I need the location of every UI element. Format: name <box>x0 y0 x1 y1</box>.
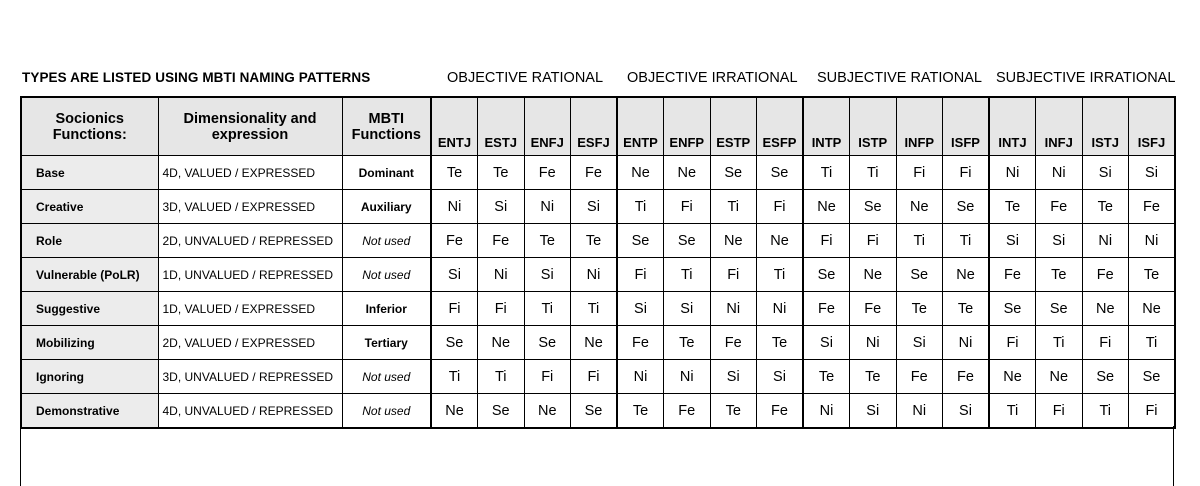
socionics-function-name: Base <box>21 156 158 190</box>
function-cell: Te <box>896 292 943 326</box>
group-label-objective-rational: OBJECTIVE RATIONAL <box>447 70 604 86</box>
header-socionics: Socionics Functions: <box>21 97 158 156</box>
function-cell: Te <box>478 156 525 190</box>
function-cell: Se <box>850 190 897 224</box>
function-cell: Fi <box>1082 326 1129 360</box>
dimensionality-cell: 1D, VALUED / EXPRESSED <box>158 292 342 326</box>
function-cell: Te <box>710 394 757 429</box>
function-cell: Fi <box>1036 394 1083 429</box>
function-cell: Ni <box>664 360 711 394</box>
function-cell: Fi <box>617 258 664 292</box>
function-cell: Ni <box>524 190 571 224</box>
function-cell: Si <box>803 326 850 360</box>
function-cell: Fe <box>1082 258 1129 292</box>
function-cell: Ne <box>943 258 990 292</box>
header-type: ESFP <box>757 97 804 156</box>
function-cell: Ni <box>478 258 525 292</box>
function-cell: Si <box>943 394 990 429</box>
function-cell: Ni <box>431 190 478 224</box>
function-cell: Ti <box>571 292 618 326</box>
header-type: ENFP <box>664 97 711 156</box>
function-cell: Ti <box>710 190 757 224</box>
header-type: ENFJ <box>524 97 571 156</box>
header-type: INTJ <box>989 97 1036 156</box>
header-mbti: MBTI Functions <box>342 97 431 156</box>
function-cell: Ne <box>1036 360 1083 394</box>
header-type: ESTP <box>710 97 757 156</box>
header-type: INFJ <box>1036 97 1083 156</box>
function-cell: Ti <box>989 394 1036 429</box>
socionics-function-name: Ignoring <box>21 360 158 394</box>
dimensionality-cell: 4D, VALUED / EXPRESSED <box>158 156 342 190</box>
function-cell: Si <box>478 190 525 224</box>
mbti-function-cell: Inferior <box>342 292 431 326</box>
table-row <box>21 292 1175 326</box>
socionics-function-name: Role <box>21 224 158 258</box>
table-caption: TYPES ARE LISTED USING MBTI NAMING PATTERNS <box>22 70 371 85</box>
function-cell: Fe <box>617 326 664 360</box>
function-cell: Fi <box>757 190 804 224</box>
function-cell: Ne <box>431 394 478 429</box>
function-cell: Te <box>1036 258 1083 292</box>
function-cell: Fe <box>943 360 990 394</box>
table-row <box>21 224 1175 258</box>
socionics-function-name: Mobilizing <box>21 326 158 360</box>
table-row <box>21 258 1175 292</box>
function-cell: Ni <box>571 258 618 292</box>
function-cell: Te <box>571 224 618 258</box>
function-cell: Fi <box>803 224 850 258</box>
function-cell: Fe <box>1036 190 1083 224</box>
group-label-objective-irrational: OBJECTIVE IRRATIONAL <box>627 70 798 86</box>
function-cell: Ne <box>664 156 711 190</box>
function-cell: Ti <box>1036 326 1083 360</box>
function-cell: Si <box>710 360 757 394</box>
function-cell: Ne <box>571 326 618 360</box>
function-cell: Ne <box>1129 292 1176 326</box>
function-cell: Fi <box>850 224 897 258</box>
function-cell: Ni <box>943 326 990 360</box>
function-cell: Te <box>1129 258 1176 292</box>
function-cell: Te <box>803 360 850 394</box>
function-cell: Se <box>989 292 1036 326</box>
dimensionality-cell: 2D, UNVALUED / REPRESSED <box>158 224 342 258</box>
table-body <box>21 156 1175 429</box>
function-cell: Ni <box>989 156 1036 190</box>
table-row <box>21 360 1175 394</box>
function-cell: Ni <box>850 326 897 360</box>
function-cell: Si <box>989 224 1036 258</box>
function-cell: Si <box>757 360 804 394</box>
function-cell: Ne <box>803 190 850 224</box>
function-cell: Ne <box>757 224 804 258</box>
function-cell: Se <box>803 258 850 292</box>
function-cell: Ne <box>478 326 525 360</box>
function-cell: Se <box>664 224 711 258</box>
function-cell: Fe <box>478 224 525 258</box>
function-cell: Si <box>1082 156 1129 190</box>
header-type: ISFP <box>943 97 990 156</box>
function-cell: Fe <box>664 394 711 429</box>
function-cell: Ni <box>1129 224 1176 258</box>
function-cell: Ti <box>664 258 711 292</box>
dimensionality-cell: 3D, UNVALUED / REPRESSED <box>158 360 342 394</box>
function-cell: Se <box>896 258 943 292</box>
function-cell: Ti <box>617 190 664 224</box>
function-cell: Ni <box>757 292 804 326</box>
function-cell: Si <box>850 394 897 429</box>
function-cell: Ti <box>896 224 943 258</box>
function-cell: Ne <box>524 394 571 429</box>
table-row <box>21 190 1175 224</box>
header-type: ISTP <box>850 97 897 156</box>
function-cell: Fi <box>431 292 478 326</box>
function-cell: Ti <box>757 258 804 292</box>
function-cell: Fe <box>524 156 571 190</box>
function-cell: Te <box>757 326 804 360</box>
function-cell: Fi <box>524 360 571 394</box>
function-cell: Fi <box>571 360 618 394</box>
function-cell: Te <box>850 360 897 394</box>
function-cell: Fi <box>664 190 711 224</box>
dimensionality-cell: 1D, UNVALUED / REPRESSED <box>158 258 342 292</box>
function-cell: Ne <box>850 258 897 292</box>
function-cell: Se <box>1036 292 1083 326</box>
function-cell: Ne <box>1082 292 1129 326</box>
function-cell: Te <box>1082 190 1129 224</box>
mbti-function-cell: Dominant <box>342 156 431 190</box>
function-cell: Ne <box>896 190 943 224</box>
mbti-function-cell: Not used <box>342 258 431 292</box>
group-label-subjective-rational: SUBJECTIVE RATIONAL <box>817 70 982 86</box>
function-cell: Ti <box>478 360 525 394</box>
function-cell: Fe <box>803 292 850 326</box>
function-cell: Ti <box>850 156 897 190</box>
mbti-function-cell: Not used <box>342 224 431 258</box>
function-cell: Fe <box>896 360 943 394</box>
function-cell: Fi <box>478 292 525 326</box>
mbti-function-cell: Auxiliary <box>342 190 431 224</box>
function-cell: Se <box>1082 360 1129 394</box>
function-cell: Te <box>617 394 664 429</box>
function-cell: Fi <box>943 156 990 190</box>
function-cell: Se <box>524 326 571 360</box>
mbti-function-cell: Not used <box>342 360 431 394</box>
function-cell: Ti <box>803 156 850 190</box>
header-type: ISTJ <box>1082 97 1129 156</box>
function-cell: Fi <box>710 258 757 292</box>
function-cell: Ni <box>1036 156 1083 190</box>
table-row <box>21 156 1175 190</box>
function-cell: Ni <box>617 360 664 394</box>
function-cell: Ti <box>943 224 990 258</box>
function-cell: Se <box>571 394 618 429</box>
function-cell: Fe <box>431 224 478 258</box>
mbti-function-cell: Tertiary <box>342 326 431 360</box>
functions-table <box>20 96 1176 429</box>
function-cell: Fe <box>989 258 1036 292</box>
function-cell: Se <box>943 190 990 224</box>
dimensionality-cell: 2D, VALUED / EXPRESSED <box>158 326 342 360</box>
header-type: ENTP <box>617 97 664 156</box>
header-type: ISFJ <box>1129 97 1176 156</box>
header-type: INTP <box>803 97 850 156</box>
function-cell: Fi <box>989 326 1036 360</box>
function-cell: Te <box>664 326 711 360</box>
function-cell: Ne <box>989 360 1036 394</box>
function-cell: Fe <box>757 394 804 429</box>
function-cell: Si <box>617 292 664 326</box>
mbti-function-cell: Not used <box>342 394 431 429</box>
function-cell: Fe <box>571 156 618 190</box>
function-cell: Ti <box>524 292 571 326</box>
function-cell: Se <box>431 326 478 360</box>
function-cell: Fe <box>710 326 757 360</box>
function-cell: Si <box>524 258 571 292</box>
function-cell: Ti <box>431 360 478 394</box>
header-type: ENTJ <box>431 97 478 156</box>
function-cell: Te <box>943 292 990 326</box>
function-cell: Se <box>710 156 757 190</box>
function-cell: Fe <box>850 292 897 326</box>
function-cell: Ti <box>1082 394 1129 429</box>
function-cell: Te <box>989 190 1036 224</box>
function-cell: Ni <box>710 292 757 326</box>
function-cell: Ni <box>896 394 943 429</box>
function-cell: Se <box>1129 360 1176 394</box>
socionics-function-name: Creative <box>21 190 158 224</box>
socionics-function-name: Suggestive <box>21 292 158 326</box>
function-cell: Ne <box>617 156 664 190</box>
function-cell: Si <box>431 258 478 292</box>
function-cell: Se <box>757 156 804 190</box>
function-cell: Si <box>896 326 943 360</box>
function-cell: Ni <box>1082 224 1129 258</box>
socionics-function-name: Vulnerable (PoLR) <box>21 258 158 292</box>
function-cell: Se <box>478 394 525 429</box>
table-row <box>21 326 1175 360</box>
caption-row <box>22 70 1182 90</box>
function-cell: Ti <box>1129 326 1176 360</box>
function-cell: Te <box>431 156 478 190</box>
dimensionality-cell: 4D, UNVALUED / REPRESSED <box>158 394 342 429</box>
header-dimensionality: Dimensionality and expression <box>158 97 342 156</box>
function-cell: Si <box>664 292 711 326</box>
function-cell: Si <box>1036 224 1083 258</box>
header-type: ESTJ <box>478 97 525 156</box>
group-label-subjective-irrational: SUBJECTIVE IRRATIONAL <box>996 70 1176 86</box>
function-cell: Se <box>617 224 664 258</box>
header-type: ESFJ <box>571 97 618 156</box>
function-cell: Ni <box>803 394 850 429</box>
function-cell: Te <box>524 224 571 258</box>
socionics-function-name: Demonstrative <box>21 394 158 429</box>
function-cell: Fi <box>896 156 943 190</box>
header-type: INFP <box>896 97 943 156</box>
function-cell: Si <box>1129 156 1176 190</box>
dimensionality-cell: 3D, VALUED / EXPRESSED <box>158 190 342 224</box>
function-cell: Si <box>571 190 618 224</box>
header-row <box>21 97 1175 156</box>
empty-bottom-area <box>20 426 1174 486</box>
function-cell: Ne <box>710 224 757 258</box>
function-cell: Fe <box>1129 190 1176 224</box>
table-row <box>21 394 1175 429</box>
function-cell: Fi <box>1129 394 1176 429</box>
